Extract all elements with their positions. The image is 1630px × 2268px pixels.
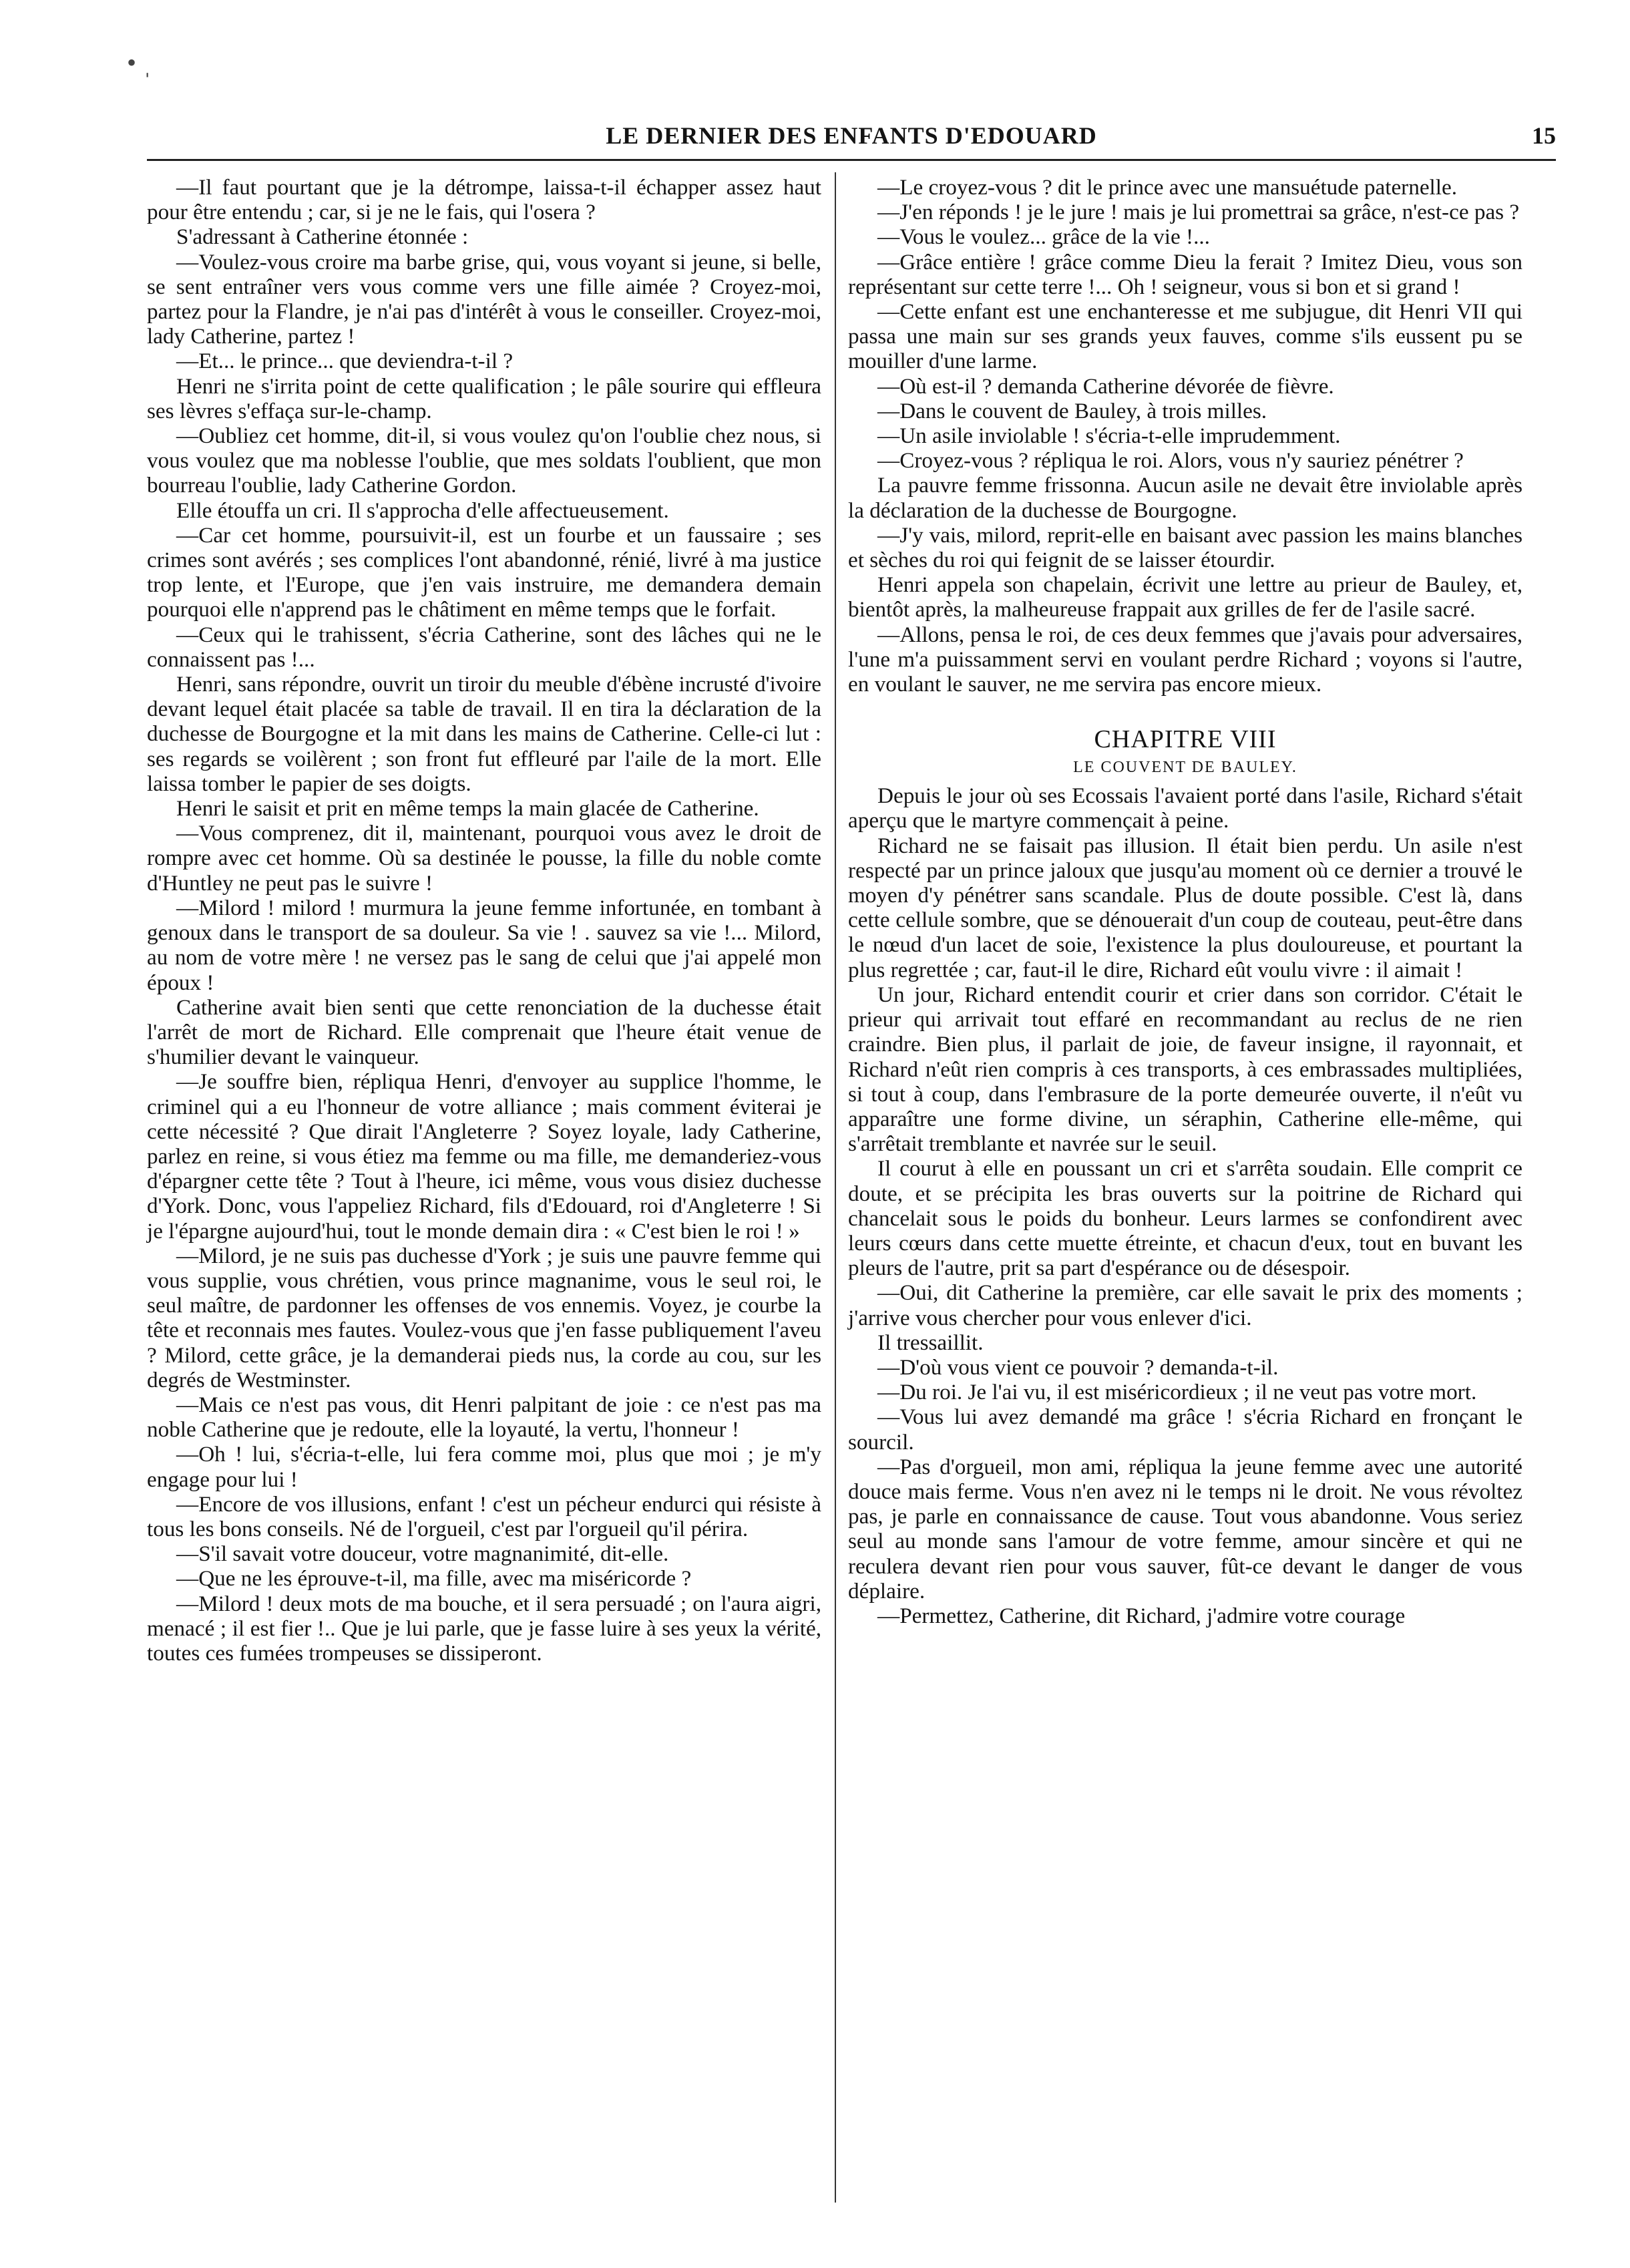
paragraph: —D'où vous vient ce pouvoir ? demanda-t-il.: [877, 1354, 1279, 1380]
paragraph: Henri ne s'irrita point de cette qualification ; le pâle sourire qui effleura ses lèvres s'effaça sur-le-champ.: [147, 373, 821, 423]
column-divider: [835, 172, 836, 2203]
paragraph: —Ceux qui le trahissent, s'écria Catherine, sont des lâches qui ne le connaissent pas !...: [147, 622, 821, 672]
paragraph: —Où est-il ? demanda Catherine dévorée de fièvre.: [877, 373, 1334, 399]
paragraph: Richard ne se faisait pas illusion. Il était bien perdu. Un asile n'est respecté par un prince jaloux que jusqu'au moment où ce dernier a trouvé le moyen d'y pénétrer sans scandale. Plus de doute possible. C'est là, dans cette cellule sombre, que se dénouerait d'un coup de couteau, peut-être dans le nœud d'un lacet de soie, l'existence la plus douloureuse, et pourtant la plus regrettée ; car, faut-il le dire, Richard eût voulu vivre : il aimait !: [848, 833, 1522, 982]
paragraph: —Mais ce n'est pas vous, dit Henri palpitant de joie : ce n'est pas ma noble Catherine que je redoute, elle la loyauté, la vertu, l'honneur !: [147, 1392, 821, 1443]
paragraph: —Oh ! lui, s'écria-t-elle, lui fera comme moi, plus que moi ; je m'y engage pour lui !: [147, 1442, 821, 1492]
paragraph: —Milord ! milord ! murmura la jeune femme infortunée, en tombant à genoux dans le transport de sa douleur. Sa vie ! . sauvez sa vie !... Milord, au nom de votre mère ! ne versez pas le sang de celui que j'ai appelé mon époux !: [147, 895, 821, 995]
paragraph: —Que ne les éprouve-t-il, ma fille, avec ma miséricorde ?: [176, 1566, 692, 1591]
paragraph: —Un asile inviolable ! s'écria-t-elle imprudemment.: [877, 423, 1341, 449]
paragraph: —Dans le couvent de Bauley, à trois milles.: [877, 398, 1267, 423]
paragraph: Henri le saisit et prit en même temps la main glacée de Catherine.: [176, 796, 759, 821]
paragraph: —Car cet homme, poursuivit-il, est un fourbe et un faussaire ; ses crimes sont avérés ; ses complices l'ont abandonné, rénié, livré à ma justice trop lente, et l'Europe, que j'en vais instruire, me demandera demain pourquoi elle n'apprend pas le châtiment en même temps que le forfait.: [147, 522, 821, 622]
paragraph: —Milord, je ne suis pas duchesse d'York ; je suis une pauvre femme qui vous supplie, vous chrétien, vous prince magnanime, vous le seul roi, le seul maître, de pardonner les offenses de vos ennemis. Voyez, je courbe la tête et reconnais mes fautes. Voulez-vous que j'en fasse publiquement l'aveu ? Milord, cette grâce, je la demanderai pieds nus, la corde au cou, sur les degrés de Westminster.: [147, 1243, 821, 1392]
paragraph: —Milord ! deux mots de ma bouche, et il sera persuadé ; on l'aura aigri, menacé ; il est fier !.. Que je lui parle, que je fasse luire à ses yeux la vérité, toutes ces fumées trompeuses se dissiperont.: [147, 1591, 821, 1666]
paragraph: —Je souffre bien, répliqua Henri, d'envoyer au supplice l'homme, le criminel qui a eu l'honneur de votre alliance ; mais comment éviterai je cette nécessité ? Que dirait l'Angleterre ? Soyez loyale, lady Catherine, parlez en reine, si vous étiez ma femme ou ma fille, me demanderiez-vous d'épargner cette tête ? Tout à l'heure, ici même, vous vous disiez duchesse d'York. Donc, vous l'appeliez Richard, fils d'Edouard, roi d'Angleterre ! Si je l'épargne aujourd'hui, tout le monde demain dira : « C'est bien le roi ! »: [147, 1069, 821, 1244]
paragraph: Il courut à elle en poussant un cri et s'arrêta soudain. Elle comprit ce doute, et se précipita les bras ouverts sur la poitrine de Richard qui chancelait sous le poids du bonheur. Leurs larmes se confondirent avec leurs cœurs dans cette muette étreinte, et chacun d'eux, tout en buvant les pleurs de l'autre, prit sa part d'espérance ou de désespoir.: [848, 1156, 1522, 1281]
paragraph: —J'y vais, milord, reprit-elle en baisant avec passion les mains blanches et sèches du roi qui feignit de se laisser étourdir.: [848, 522, 1522, 573]
right-column: [848, 175, 1522, 1628]
paragraph: Il tressaillit.: [877, 1330, 984, 1355]
chapter-heading: CHAPITRE VIII: [1094, 725, 1277, 754]
paragraph: —S'il savait votre douceur, votre magnanimité, dit-elle.: [176, 1541, 669, 1567]
paragraph: —Allons, pensa le roi, de ces deux femmes que j'avais pour adversaires, l'une m'a puissamment servi en voulant perdre Richard ; voyons si l'autre, en voulant le sauver, ne me servira pas encore mieux.: [848, 622, 1522, 697]
paragraph: —Permettez, Catherine, dit Richard, j'admire votre courage: [877, 1603, 1406, 1628]
paragraph: —Encore de vos illusions, enfant ! c'est un pécheur endurci qui résiste à tous les bons conseils. Né de l'orgueil, c'est par l'orgueil qu'il périra.: [147, 1491, 821, 1541]
chapter-subtitle: LE COUVENT DE BAULEY.: [1073, 759, 1297, 777]
paragraph: Elle étouffa un cri. Il s'approcha d'elle affectueusement.: [176, 498, 669, 523]
paragraph: Catherine avait bien senti que cette renonciation de la duchesse était l'arrêt de mort de Richard. Elle comprenait que l'heure était venue de s'humilier devant le vainqueur.: [147, 994, 821, 1070]
paragraph: —Oubliez cet homme, dit-il, si vous voulez qu'on l'oublie chez nous, si vous voulez que ma noblesse l'oublie, que mes soldats l'oublient, que mon bourreau l'oublie, lady Catherine Gordon.: [147, 423, 821, 498]
paragraph: —Croyez-vous ? répliqua le roi. Alors, vous n'y sauriez pénétrer ?: [877, 448, 1464, 474]
print-specks: • ˌ: [127, 47, 152, 77]
paragraph: —J'en réponds ! je le jure ! mais je lui promettrai sa grâce, n'est-ce pas ?: [877, 200, 1520, 225]
paragraph: La pauvre femme frissonna. Aucun asile ne devait être inviolable après la déclaration de la duchesse de Bourgogne.: [848, 473, 1522, 523]
running-title: LE DERNIER DES ENFANTS D'EDOUARD: [606, 122, 1097, 149]
paragraph: —Et... le prince... que deviendra-t-il ?: [176, 349, 514, 374]
paragraph: —Vous le voulez... grâce de la vie !...: [877, 224, 1210, 250]
page-header: [147, 119, 1556, 161]
left-column: [147, 175, 821, 1666]
page-number: 15: [1532, 122, 1556, 149]
paragraph: —Cette enfant est une enchanteresse et me subjugue, dit Henri VII qui passa une main sur ses grands yeux fauves, comme s'ils eussent pu se mouiller d'une larme.: [848, 299, 1522, 374]
paragraph: Henri, sans répondre, ouvrit un tiroir du meuble d'ébène incrusté d'ivoire devant lequel était placée sa table de travail. Il en tira la déclaration de la duchesse de Bourgogne et la mit dans les mains de Catherine. Celle-ci lut : ses regards se voilèrent ; son front fut effleuré par l'aile de la mort. Elle laissa tomber le papier de ses doigts.: [147, 672, 821, 796]
paragraph: S'adressant à Catherine étonnée :: [176, 224, 469, 250]
paragraph: —Pas d'orgueil, mon ami, répliqua la jeune femme avec une autorité douce mais ferme. Vous n'en avez ni le temps ni le droit. Ne vous révoltez pas, je parle en connaissance de cause. Tout vous abandonne. Vous seriez seul au monde sans l'amour de votre femme, amour sincère et qui ne reculera devant rien pour vous sauver, fût-ce devant le danger de vous déplaire.: [848, 1454, 1522, 1603]
paragraph: —Du roi. Je l'ai vu, il est miséricordieux ; il ne veut pas votre mort.: [877, 1380, 1477, 1405]
paragraph: Depuis le jour où ses Ecossais l'avaient porté dans l'asile, Richard s'était aperçu que le martyre commençait à peine.: [848, 783, 1522, 833]
paragraph: Henri appela son chapelain, écrivit une lettre au prieur de Bauley, et, bientôt après, la malheureuse frappait aux grilles de fer de l'asile sacré.: [848, 572, 1522, 622]
paragraph: —Grâce entière ! grâce comme Dieu la ferait ? Imitez Dieu, vous son représentant sur cette terre !... Oh ! seigneur, vous si bon et si grand !: [848, 249, 1522, 299]
paragraph: —Le croyez-vous ? dit le prince avec une mansuétude paternelle.: [877, 175, 1458, 200]
paragraph: —Vous lui avez demandé ma grâce ! s'écria Richard en fronçant le sourcil.: [848, 1404, 1522, 1455]
paragraph: —Voulez-vous croire ma barbe grise, qui, vous voyant si jeune, si belle, se sent entraîner vers vous comme vers une fille aimée ? Croyez-moi, partez pour la Flandre, je n'ai pas d'intérêt à vous le conseiller. Croyez-moi, lady Catherine, partez !: [147, 249, 821, 349]
paragraph: —Oui, dit Catherine la première, car elle savait le prix des moments ; j'arrive vous chercher pour vous enlever d'ici.: [848, 1280, 1522, 1330]
paragraph: Un jour, Richard entendit courir et crier dans son corridor. C'était le prieur qui arrivait tout effaré en recommandant au reclus de ne rien craindre. Bien plus, il parlait de joie, de faveur insigne, il rayonnait, et Richard n'eût rien compris à ces transports, à ces embrassades multipliées, si tout à coup, dans l'embrasure de la porte demeurée ouverte, il n'eût vu apparaître une forme divine, un séraphin, Catherine elle-même, qui s'arrêtait tremblante et navrée sur le seuil.: [848, 982, 1522, 1157]
paragraph: —Vous comprenez, dit il, maintenant, pourquoi vous avez le droit de rompre avec cet homme. Où sa destinée le pousse, la fille du noble comte d'Huntley ne peut pas le suivre !: [147, 821, 821, 896]
paragraph: —Il faut pourtant que je la détrompe, laissa-t-il échapper assez haut pour être entendu ; car, si je ne le fais, qui l'osera ?: [147, 175, 821, 225]
